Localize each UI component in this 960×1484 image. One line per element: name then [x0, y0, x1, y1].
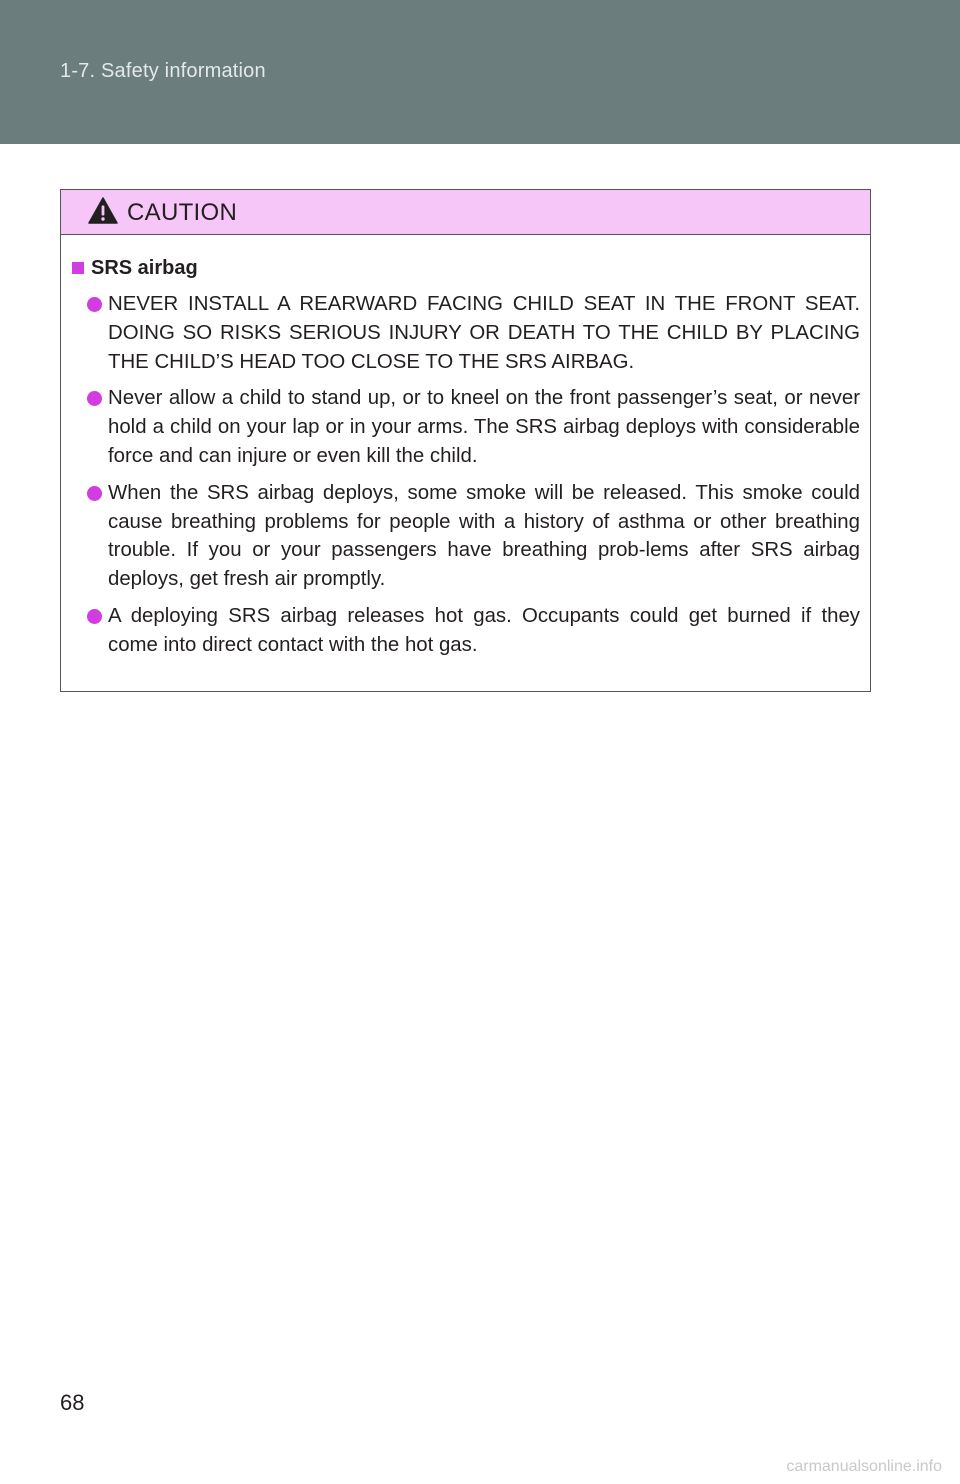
watermark: carmanualsonline.info: [786, 1458, 942, 1475]
caution-header: [61, 190, 870, 235]
page-number: 68: [60, 1390, 85, 1415]
warning-triangle-icon: [88, 197, 118, 224]
section-title: 1-7. Safety information: [60, 60, 266, 82]
circle-bullet-icon: [87, 297, 102, 312]
list-item-text: When the SRS airbag deploys, some smoke will be released. This smoke could cause breathing problems for people with a history of asthma or other breathing trouble. If you or your passengers have breathing prob-lems after SRS airbag deploys, get fresh air promptly.: [108, 481, 860, 591]
section-heading: [71, 254, 860, 282]
square-bullet-icon: [72, 262, 84, 274]
section-heading-text: SRS airbag: [91, 256, 198, 279]
caution-title: CAUTION: [127, 199, 238, 226]
list-item: [71, 479, 860, 594]
list-item: [71, 602, 860, 660]
page-header: [0, 0, 960, 144]
list-item-text: NEVER INSTALL A REARWARD FACING CHILD SEAT IN THE FRONT SEAT. DOING SO RISKS SERIOUS INJURY OR DEATH TO THE CHILD BY PLACING THE CHILD’S HEAD TOO CLOSE TO THE SRS AIRBAG.: [108, 293, 860, 373]
srs-airbag-section: [71, 254, 860, 660]
circle-bullet-icon: [87, 609, 102, 624]
circle-bullet-icon: [87, 391, 102, 406]
list-item-text: Never allow a child to stand up, or to kneel on the front passenger’s seat, or never hold a child on your lap or in your arms. The SRS airbag deploys with considerable force and can injure or even kill the child.: [108, 387, 860, 467]
list-item: [71, 384, 860, 470]
list-item-text: A deploying SRS airbag releases hot gas. Occupants could get burned if they come into direct contact with the hot gas.: [108, 604, 860, 656]
list-item: [71, 290, 860, 376]
caution-box: [60, 189, 871, 692]
circle-bullet-icon: [87, 486, 102, 501]
